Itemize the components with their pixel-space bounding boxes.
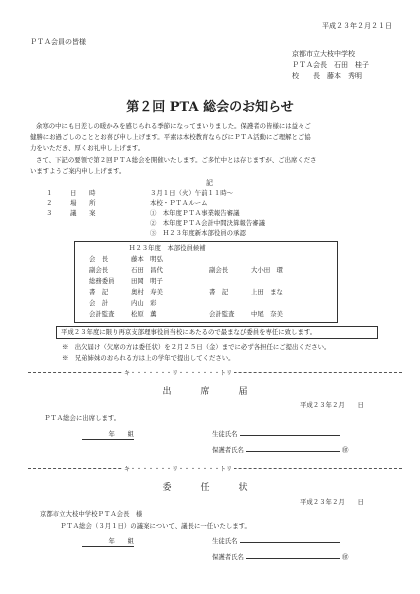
- notice-box: 平成２３年度に限り再京支部理事役員当校にあたるので最まなび委員を専任に致します。: [56, 326, 378, 339]
- proxy-grade: [82, 537, 134, 547]
- detail-value: ① 本年度ＰＴＡ事業報告審議: [150, 209, 240, 217]
- grade-label: 年 組: [82, 430, 134, 440]
- officer-name: 内山 彩: [131, 299, 157, 307]
- attendance-guardian: [212, 446, 348, 455]
- recipient: ＰＴＡ会員の皆様: [30, 38, 86, 46]
- note-line: ※ 出欠届け（欠席の方は委任状）を２月２５日（金）までに必ず各担任にご提出ください。: [62, 343, 331, 351]
- agenda-item: ② 本年度ＰＴＡ会計中間決算報告審議: [150, 219, 266, 227]
- attendance-text: ＰＴＡ総会に出席します。: [44, 414, 121, 422]
- seal-mark: ㊞: [342, 553, 349, 561]
- student-name-label: 生徒氏名: [212, 537, 238, 545]
- officer-name: 藤本 明弘: [131, 255, 163, 263]
- guardian-name-field[interactable]: [246, 558, 340, 559]
- officer-role: 副会長: [89, 266, 109, 274]
- detail-value: 本校・ＰＴＡルーム: [150, 199, 208, 207]
- officer-role: 書 記: [89, 288, 109, 296]
- sender-school: 京都市立大枝中学校: [292, 50, 355, 58]
- body-line: いますようご案内申し上げます。: [30, 167, 126, 175]
- body-line: 力をいただき、厚くお礼申し上げます。: [30, 144, 145, 152]
- officer-name: 松原 薫: [131, 310, 157, 318]
- attendance-grade: [82, 430, 134, 440]
- proxy-text: ＰＴＡ総会（３月１日）の議案について、議長に一任いたします。: [60, 522, 251, 530]
- proxy-addressee: 京都市立大枝中学校ＰＴＡ会長 様: [40, 510, 143, 518]
- proxy-student: [212, 537, 340, 546]
- agenda-item: ③ Ｈ２３年度新本部役員の承認: [150, 229, 246, 237]
- officer-name: 奥村 寿美: [131, 288, 163, 296]
- officers-caption: Ｈ２３年度 本部役員候補: [129, 244, 206, 252]
- body-line: さて、下記の要領で第２回ＰＴＡ総会を開催いたします。ご多忙中とは存じますが、ご出席くださ: [36, 156, 317, 164]
- student-name-field[interactable]: [240, 435, 340, 436]
- proxy-guardian: [212, 553, 348, 562]
- proxy-heading: 委 任 状: [162, 483, 258, 493]
- attendance-student: [212, 430, 340, 439]
- detail-num: ２: [46, 199, 53, 207]
- officer-role: 会計監査: [209, 310, 235, 318]
- officer-name: 中尾 奈美: [251, 310, 283, 318]
- detail-label: 議 案: [70, 209, 96, 217]
- officer-role: 会 計: [89, 299, 109, 307]
- officer-name: 田岡 明子: [131, 277, 163, 285]
- officer-role: 書 記: [209, 288, 229, 296]
- detail-value: ３月１日（火）午前１１時～: [150, 189, 234, 197]
- officer-role: 副会長: [209, 266, 229, 274]
- officer-role: 会計監査: [89, 310, 115, 318]
- attendance-date: 平成２３年２月 日: [300, 401, 364, 409]
- officers-box: [74, 241, 338, 323]
- detail-num: １: [46, 189, 53, 197]
- officer-name: 石田 昌代: [131, 266, 163, 274]
- detail-label: 場 所: [70, 199, 96, 207]
- issue-date: 平成２３年２月２１日: [322, 22, 392, 30]
- officer-name: 大小田 環: [251, 266, 283, 274]
- body-line: 健勝にお過ごしのこととお喜び申し上げます。平素は本校教育ならびにＰＴＡ活動にご理解とご協: [30, 133, 311, 141]
- sender-pta: ＰＴＡ会長 石田 桂子: [292, 61, 369, 69]
- guardian-name-field[interactable]: [246, 451, 340, 452]
- officer-role: 会 長: [89, 255, 109, 263]
- sender-principal: 校 長 藤本 秀明: [292, 72, 362, 80]
- seal-mark: ㊞: [342, 446, 349, 454]
- grade-label: 年 組: [82, 537, 134, 547]
- note-line: ※ 兄弟姉妹のおられる方は上の学年で提出してください。: [62, 354, 235, 362]
- detail-label: 日 時: [70, 189, 96, 197]
- page-title: 第２回 PTA 総会のお知らせ: [126, 100, 294, 115]
- detail-num: ３: [46, 209, 53, 217]
- student-name-field[interactable]: [240, 542, 340, 543]
- body-line: 余寒の中にも日差しの暖かみを感じられる季節になってまいりました。保護者の皆様には益々ご: [36, 122, 311, 130]
- officer-role: 総務委員: [89, 277, 115, 285]
- proxy-date: 平成２３年２月 日: [300, 498, 364, 506]
- cut-label: キ・・・・・・・リ・・・・・・・トリ: [124, 466, 233, 473]
- student-name-label: 生徒氏名: [212, 430, 238, 438]
- ki-mark: 記: [206, 179, 213, 187]
- guardian-name-label: 保護者氏名: [212, 553, 244, 561]
- officer-name: 上田 まな: [251, 288, 283, 296]
- attendance-heading: 出 席 届: [162, 387, 258, 397]
- cut-label: キ・・・・・・・リ・・・・・・・トリ: [124, 370, 233, 377]
- guardian-name-label: 保護者氏名: [212, 446, 244, 454]
